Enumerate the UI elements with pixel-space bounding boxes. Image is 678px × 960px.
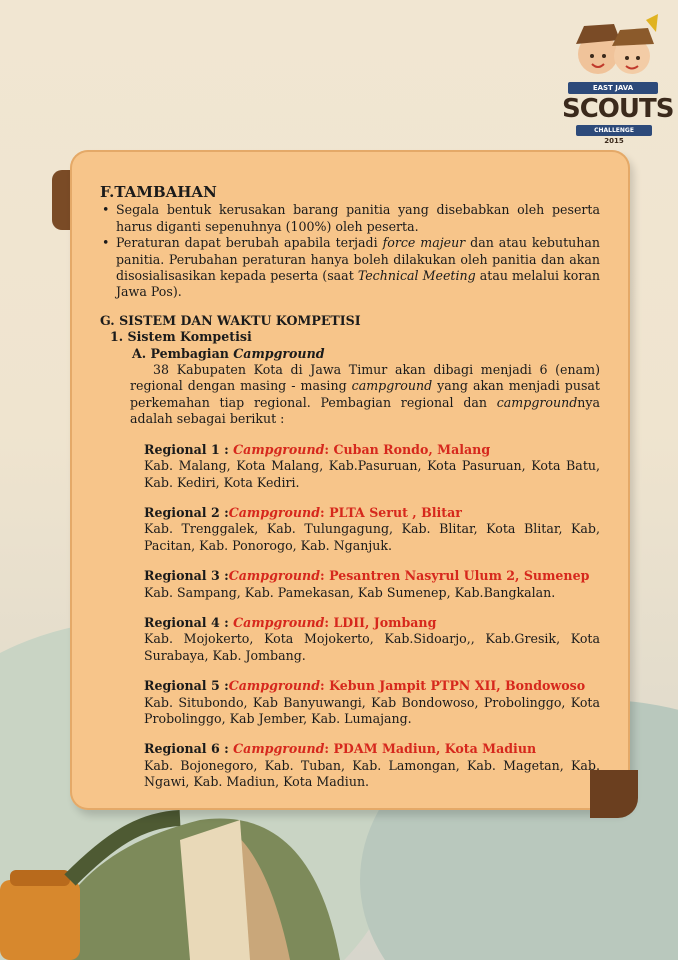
regional-item xyxy=(100,678,600,727)
regional-item xyxy=(100,568,600,601)
campground-label: Campground xyxy=(233,441,325,457)
section-f-title: F.TAMBAHAN xyxy=(100,183,217,201)
regional-item xyxy=(100,442,600,491)
regional-areas: Kab. Malang, Kota Malang, Kab.Pasuruan, Kota Pasuruan, Kota Batu, Kab. Kediri, Kota Kediri. xyxy=(144,458,600,490)
regional-item xyxy=(100,741,600,790)
regional-label: Regional 4 : xyxy=(144,614,234,630)
regional-label: Regional 1 : xyxy=(144,441,234,457)
campground-place: : Cuban Rondo, Malang xyxy=(324,441,491,457)
regional-label: Regional 6 : xyxy=(144,741,234,757)
regional-heading xyxy=(144,505,600,521)
scouts-challenge-logo xyxy=(562,10,674,150)
campground-place: : PDAM Madiun, Kota Madiun xyxy=(324,741,537,757)
campground-label: Campground xyxy=(228,678,321,694)
campground-place: : Kebun Jampit PTPN XII, Bondowoso xyxy=(320,678,586,694)
regional-label: Regional 3 : xyxy=(144,568,229,584)
regional-areas: Kab. Trenggalek, Kab. Tulungagung, Kab. Blitar, Kota Blitar, Kab, Pacitan, Kab. Ponorogo, Kab. Nganjuk. xyxy=(144,521,600,553)
regional-areas: Kab. Situbondo, Kab Banyuwangi, Kab Bondowoso, Probolinggo, Kota Probolinggo, Kab Jember, Kab. Lumajang. xyxy=(144,694,600,726)
scout-kids-icon xyxy=(562,10,666,84)
section-g-subsection-a: A. Pembagian Campground xyxy=(132,345,325,361)
regional-areas: Kab. Sampang, Kab. Pamekasan, Kab Sumenep, Kab.Bangkalan. xyxy=(144,584,556,600)
regional-heading xyxy=(144,615,600,631)
campground-place: : Pesantren Nasyrul Ulum 2, Sumenep xyxy=(320,568,590,584)
campground-place: : LDII, Jombang xyxy=(324,614,437,630)
logo-year: 2015 xyxy=(604,137,624,145)
section-g-paragraph: 38 Kabupaten Kota di Jawa Timur akan dibagi menjadi 6 (enam) regional dengan masing - masing campground yang akan menjadi pusat perkemahan tiap regional. Pembagian regional dan campgroundnya adalah sebagai berikut : xyxy=(130,362,600,427)
logo-region: EAST JAVA xyxy=(568,82,658,94)
regional-label: Regional 2 : xyxy=(144,504,229,520)
section-g-subtitle: 1. Sistem Kompetisi xyxy=(110,329,252,345)
regional-heading xyxy=(144,678,600,694)
regional-areas: Kab. Bojonegoro, Kab. Tuban, Kab. Lamongan, Kab. Magetan, Kab. Ngawi, Kab. Madiun, Kota Madiun. xyxy=(144,757,600,790)
regional-heading xyxy=(144,568,600,584)
regional-heading xyxy=(144,741,600,757)
logo-subtitle: CHALLENGE xyxy=(576,125,652,136)
regional-heading xyxy=(144,442,600,458)
regional-list xyxy=(100,442,600,791)
regional-item xyxy=(100,615,600,664)
section-f-bullet-1: • Segala bentuk kerusakan barang panitia yang disebabkan oleh peserta harus diganti sepenuhnya (100%) oleh peserta. xyxy=(100,202,600,235)
section-f-bullet-2: • Peraturan dapat berubah apabila terjadi force majeur dan atau kebutuhan panitia. Perubahan peraturan hanya boleh dilakukan oleh panitia dan akan disosialisasikan kepada peserta (saat Technical Meeting atau melalui koran Jawa Pos). xyxy=(100,235,600,301)
regional-areas: Kab. Mojokerto, Kota Mojokerto, Kab.Sidoarjo,, Kab.Gresik, Kota Surabaya, Kab. Jombang. xyxy=(144,631,600,663)
campground-label: Campground xyxy=(233,614,325,630)
section-g-title: G. SISTEM DAN WAKTU KOMPETISI xyxy=(100,312,361,328)
regional-label: Regional 5 : xyxy=(144,678,229,694)
regional-item xyxy=(100,505,600,554)
document-content xyxy=(100,184,600,791)
campground-place: : PLTA Serut , Blitar xyxy=(320,504,462,520)
campground-label: Campground xyxy=(233,741,325,757)
campground-label: Campground xyxy=(228,504,321,520)
logo-title: SCOUTS xyxy=(562,94,674,124)
campground-label: Campground xyxy=(228,568,321,584)
